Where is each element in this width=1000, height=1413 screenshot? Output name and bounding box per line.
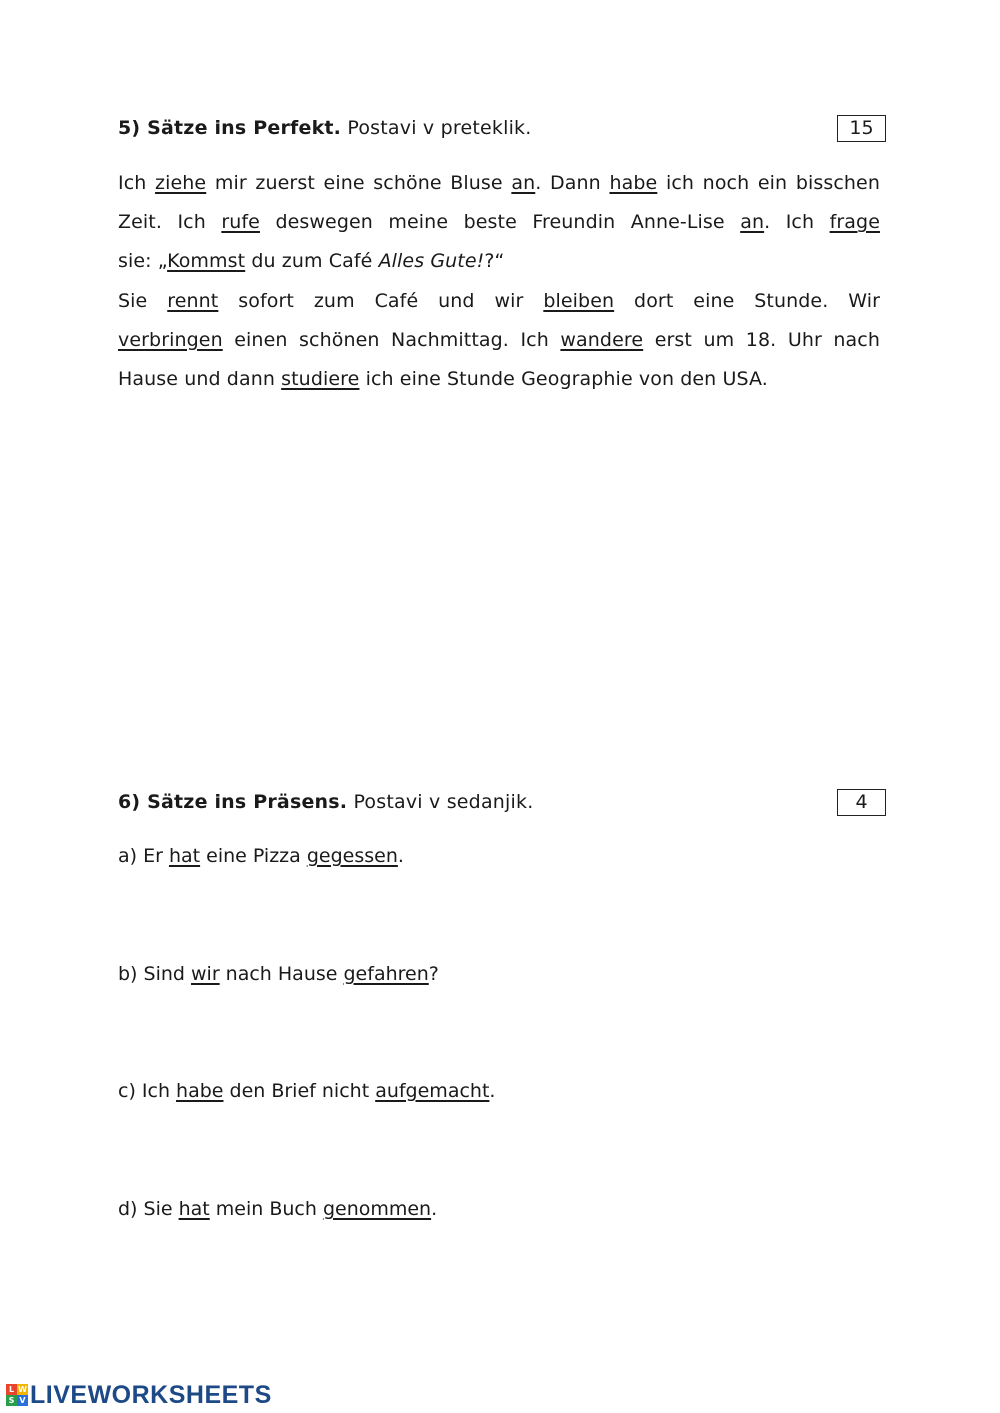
text-run: ich eine Stunde Geographie von den USA. (359, 367, 768, 390)
cafe-name: Alles Gute! (378, 250, 485, 273)
underlined-verb: verbringen (118, 328, 223, 351)
underlined-verb: an (740, 211, 765, 234)
liveworksheets-logo[interactable] (6, 1381, 272, 1409)
text-run: a) Er (118, 845, 169, 867)
text-run: sie: „ (118, 250, 168, 273)
text-run: ?“ (484, 250, 505, 273)
paragraph-line (118, 164, 880, 203)
liveworksheets-brand-text: LIVEWORKSHEETS (30, 1380, 272, 1409)
text-run: einen schönen Nachmittag. Ich (222, 328, 561, 351)
section-6-title: 6) Sätze ins Präsens. (118, 791, 348, 813)
text-run: d) Sie (118, 1198, 179, 1220)
logo-tile: S (6, 1395, 17, 1406)
exercise-item-a (118, 845, 404, 867)
underlined-verb: gegessen (306, 845, 398, 867)
text-run: dort eine Stunde. Wir (614, 289, 881, 312)
exercise-item-d (118, 1198, 437, 1220)
section-6-heading (118, 791, 533, 813)
logo-tile: W (18, 1385, 27, 1394)
paragraph-line (118, 321, 880, 360)
text-run: erst um 18. Uhr nach (643, 328, 880, 351)
underlined-verb: Kommst (167, 250, 246, 273)
text-run: Sie (118, 289, 168, 312)
paragraph-line (118, 282, 880, 321)
text-run: c) Ich (118, 1080, 177, 1102)
text-run: sofort zum Café und wir (218, 289, 544, 312)
paragraph-line (118, 203, 880, 242)
paragraph-line (118, 360, 880, 399)
text-run: b) Sind (118, 963, 191, 985)
liveworksheets-logo-icon (6, 1384, 28, 1406)
exercise-item-c (118, 1080, 495, 1102)
underlined-verb: rennt (167, 289, 219, 312)
underlined-verb: an (511, 172, 536, 194)
text-run: nach Hause (219, 963, 344, 985)
text-run: Ich (118, 172, 156, 194)
underlined-verb: hat (178, 1198, 210, 1220)
section-5-points-box: 15 (837, 115, 886, 142)
underlined-verb: hat (168, 845, 201, 867)
text-run: . (431, 1198, 438, 1220)
section-6-points-box: 4 (837, 789, 886, 816)
section-5-heading (118, 117, 532, 139)
section-5-paragraph (118, 164, 880, 399)
text-run: ich noch ein bisschen (657, 172, 880, 194)
text-run: . Ich (764, 211, 830, 234)
text-run: mir zuerst eine schöne Bluse (206, 172, 512, 194)
underlined-verb: studiere (281, 367, 360, 390)
text-run: . (489, 1080, 496, 1102)
paragraph-line (118, 242, 880, 281)
text-run: den Brief nicht (223, 1080, 376, 1102)
text-run: du zum Café (245, 250, 379, 273)
underlined-verb: rufe (221, 211, 260, 234)
text-run: . (397, 845, 404, 867)
underlined-verb: habe (609, 172, 658, 194)
text-run: Zeit. Ich (118, 211, 222, 234)
logo-tile: V (17, 1395, 28, 1406)
underlined-verb: wandere (560, 328, 644, 351)
section-5-subtitle: Postavi v preteklik. (347, 117, 532, 139)
underlined-verb: habe (176, 1080, 224, 1102)
text-run: ? (428, 963, 439, 985)
underlined-verb: ziehe (155, 172, 207, 194)
underlined-verb: frage (829, 211, 880, 234)
underlined-verb: bleiben (543, 289, 615, 312)
text-run: deswegen meine beste Freundin Anne-Lise (259, 211, 741, 234)
text-run: mein Buch (209, 1198, 323, 1220)
underlined-verb: wir (191, 963, 220, 985)
underlined-verb: aufgemacht (375, 1080, 490, 1102)
section-6-subtitle: Postavi v sedanjik. (353, 791, 534, 813)
underlined-verb: genommen (322, 1198, 432, 1220)
text-run: Hause und dann (118, 367, 282, 390)
section-5-title: 5) Sätze ins Perfekt. (118, 117, 342, 139)
logo-tile: L (6, 1384, 17, 1395)
text-run: eine Pizza (200, 845, 307, 867)
underlined-verb: gefahren (343, 963, 429, 985)
text-run: . Dann (535, 172, 610, 194)
exercise-item-b (118, 963, 439, 985)
